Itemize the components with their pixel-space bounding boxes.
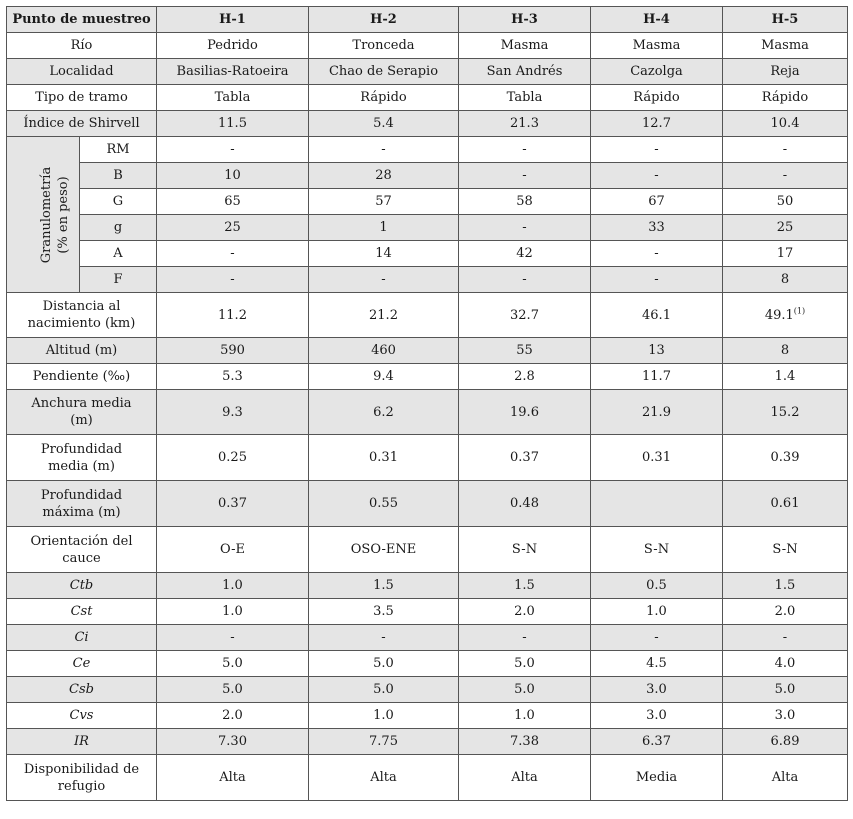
row-ce (7, 651, 848, 677)
cell: 46.1 (591, 293, 723, 338)
cell: 4.5 (591, 651, 723, 677)
cell: 10 (157, 163, 309, 189)
cell: 17 (723, 241, 848, 267)
cell: Media (591, 755, 723, 801)
row-label: Profundidad máxima (m) (7, 481, 157, 527)
column-header: H-4 (591, 7, 723, 33)
cell: 5.4 (309, 111, 459, 137)
cell: San Andrés (459, 59, 591, 85)
row-label: Cvs (7, 703, 157, 729)
habitat-table (6, 6, 848, 801)
row-gran-f (7, 267, 848, 293)
row-ci (7, 625, 848, 651)
row-tipo-tramo (7, 85, 848, 111)
cell: 1.5 (723, 573, 848, 599)
column-header: H-2 (309, 7, 459, 33)
row-label: RM (80, 137, 157, 163)
header-row (7, 7, 848, 33)
row-label: Orientación del cauce (7, 527, 157, 573)
cell: 11.5 (157, 111, 309, 137)
cell (591, 481, 723, 527)
row-localidad (7, 59, 848, 85)
cell: 50 (723, 189, 848, 215)
column-header: H-3 (459, 7, 591, 33)
cell: Tabla (459, 85, 591, 111)
cell: 32.7 (459, 293, 591, 338)
cell: 25 (157, 215, 309, 241)
cell: 5.0 (157, 677, 309, 703)
granulometria-label-text: Granulometría (% en peso) (39, 166, 72, 263)
cell: - (459, 215, 591, 241)
cell: 6.37 (591, 729, 723, 755)
cell: O-E (157, 527, 309, 573)
cell: Rápido (591, 85, 723, 111)
cell: - (591, 267, 723, 293)
row-label: Ce (7, 651, 157, 677)
row-label: F (80, 267, 157, 293)
cell: 7.30 (157, 729, 309, 755)
cell: S-N (459, 527, 591, 573)
footnote-marker: (1) (793, 306, 806, 316)
cell: - (157, 267, 309, 293)
row-label: Pendiente (‰) (7, 364, 157, 390)
cell: 9.3 (157, 390, 309, 435)
row-cvs (7, 703, 848, 729)
cell: 21.2 (309, 293, 459, 338)
row-label: Anchura media (m) (7, 390, 157, 435)
cell: - (459, 137, 591, 163)
cell: 5.0 (309, 677, 459, 703)
cell: - (723, 163, 848, 189)
cell: - (591, 625, 723, 651)
row-orientacion (7, 527, 848, 573)
cell: 0.61 (723, 481, 848, 527)
row-gran-b (7, 163, 848, 189)
cell: 4.0 (723, 651, 848, 677)
row-ctb (7, 573, 848, 599)
cell: 1.0 (459, 703, 591, 729)
row-gran-g-upper (7, 189, 848, 215)
row-label: Ci (7, 625, 157, 651)
cell: Tabla (157, 85, 309, 111)
row-gran-g-lower (7, 215, 848, 241)
row-label: Disponibilidad de refugio (7, 755, 157, 801)
cell: - (157, 137, 309, 163)
cell: 1.0 (157, 599, 309, 625)
cell: Chao de Serapio (309, 59, 459, 85)
row-label: Localidad (7, 59, 157, 85)
cell: 5.0 (723, 677, 848, 703)
row-anchura (7, 390, 848, 435)
cell: Pedrido (157, 33, 309, 59)
cell: 55 (459, 338, 591, 364)
cell: - (723, 625, 848, 651)
row-label: B (80, 163, 157, 189)
cell: - (157, 241, 309, 267)
cell: 65 (157, 189, 309, 215)
cell: - (459, 267, 591, 293)
cell: 0.31 (591, 435, 723, 481)
cell: Reja (723, 59, 848, 85)
cell: 5.3 (157, 364, 309, 390)
cell: 5.0 (459, 651, 591, 677)
granulometria-label (7, 137, 80, 293)
cell: 2.8 (459, 364, 591, 390)
cell: 1.5 (309, 573, 459, 599)
cell: 0.37 (459, 435, 591, 481)
cell: 19.6 (459, 390, 591, 435)
cell: 0.31 (309, 435, 459, 481)
cell: 2.0 (459, 599, 591, 625)
cell: 0.39 (723, 435, 848, 481)
cell: - (723, 137, 848, 163)
cell: 8 (723, 267, 848, 293)
cell: 12.7 (591, 111, 723, 137)
cell: 590 (157, 338, 309, 364)
cell: 1.0 (591, 599, 723, 625)
cell: 21.3 (459, 111, 591, 137)
cell: 13 (591, 338, 723, 364)
row-label: g (80, 215, 157, 241)
row-gran-a (7, 241, 848, 267)
cell: 0.37 (157, 481, 309, 527)
cell: 460 (309, 338, 459, 364)
cell: Masma (723, 33, 848, 59)
cell: 42 (459, 241, 591, 267)
header-label: Punto de muestreo (7, 7, 157, 33)
row-label: Ctb (7, 573, 157, 599)
cell: 1.0 (157, 573, 309, 599)
cell: 3.0 (591, 677, 723, 703)
row-refugio (7, 755, 848, 801)
row-altitud (7, 338, 848, 364)
cell: Rápido (309, 85, 459, 111)
row-label: Altitud (m) (7, 338, 157, 364)
cell: 57 (309, 189, 459, 215)
cell: 11.7 (591, 364, 723, 390)
cell: Basilias-Ratoeira (157, 59, 309, 85)
row-label: A (80, 241, 157, 267)
cell: S-N (591, 527, 723, 573)
cell: Tronceda (309, 33, 459, 59)
cell: 5.0 (309, 651, 459, 677)
cell: Alta (157, 755, 309, 801)
cell: - (309, 267, 459, 293)
row-label: Profundidad media (m) (7, 435, 157, 481)
cell: 6.89 (723, 729, 848, 755)
column-header: H-1 (157, 7, 309, 33)
cell: 5.0 (157, 651, 309, 677)
cell: 33 (591, 215, 723, 241)
row-cst (7, 599, 848, 625)
cell: - (591, 137, 723, 163)
cell: 1.0 (309, 703, 459, 729)
cell: - (309, 137, 459, 163)
cell: 10.4 (723, 111, 848, 137)
cell: 8 (723, 338, 848, 364)
cell: 3.0 (723, 703, 848, 729)
cell: 2.0 (723, 599, 848, 625)
cell: Masma (459, 33, 591, 59)
row-label: G (80, 189, 157, 215)
cell: 3.0 (591, 703, 723, 729)
cell: Alta (723, 755, 848, 801)
cell: Alta (309, 755, 459, 801)
cell: - (459, 625, 591, 651)
row-ir (7, 729, 848, 755)
row-label: Csb (7, 677, 157, 703)
cell: S-N (723, 527, 848, 573)
cell: 7.75 (309, 729, 459, 755)
cell: 49.1$^{(1)}$ (723, 293, 848, 338)
cell: 3.5 (309, 599, 459, 625)
row-shirvell (7, 111, 848, 137)
cell: Rápido (723, 85, 848, 111)
column-header: H-5 (723, 7, 848, 33)
cell: 11.2 (157, 293, 309, 338)
row-pendiente (7, 364, 848, 390)
row-label: Cst (7, 599, 157, 625)
row-label: Distancia al nacimiento (km) (7, 293, 157, 338)
cell: 0.55 (309, 481, 459, 527)
cell: - (591, 163, 723, 189)
cell: Masma (591, 33, 723, 59)
cell: OSO-ENE (309, 527, 459, 573)
cell: Alta (459, 755, 591, 801)
cell: 14 (309, 241, 459, 267)
cell: 58 (459, 189, 591, 215)
cell: Cazolga (591, 59, 723, 85)
cell: 67 (591, 189, 723, 215)
row-distancia (7, 293, 848, 338)
row-csb (7, 677, 848, 703)
cell: 2.0 (157, 703, 309, 729)
cell: 15.2 (723, 390, 848, 435)
row-prof-media (7, 435, 848, 481)
cell: - (591, 241, 723, 267)
cell: 0.5 (591, 573, 723, 599)
row-label: Tipo de tramo (7, 85, 157, 111)
cell: - (459, 163, 591, 189)
cell: 9.4 (309, 364, 459, 390)
cell: 1 (309, 215, 459, 241)
cell: 0.48 (459, 481, 591, 527)
row-label: Río (7, 33, 157, 59)
cell: 1.5 (459, 573, 591, 599)
cell: 25 (723, 215, 848, 241)
cell: - (309, 625, 459, 651)
cell: 0.25 (157, 435, 309, 481)
row-gran-rm (7, 137, 848, 163)
cell: 1.4 (723, 364, 848, 390)
cell: - (157, 625, 309, 651)
cell: 6.2 (309, 390, 459, 435)
cell: 21.9 (591, 390, 723, 435)
row-prof-maxima (7, 481, 848, 527)
cell: 28 (309, 163, 459, 189)
row-rio (7, 33, 848, 59)
cell: 5.0 (459, 677, 591, 703)
row-label: Índice de Shirvell (7, 111, 157, 137)
cell: 7.38 (459, 729, 591, 755)
row-label: IR (7, 729, 157, 755)
